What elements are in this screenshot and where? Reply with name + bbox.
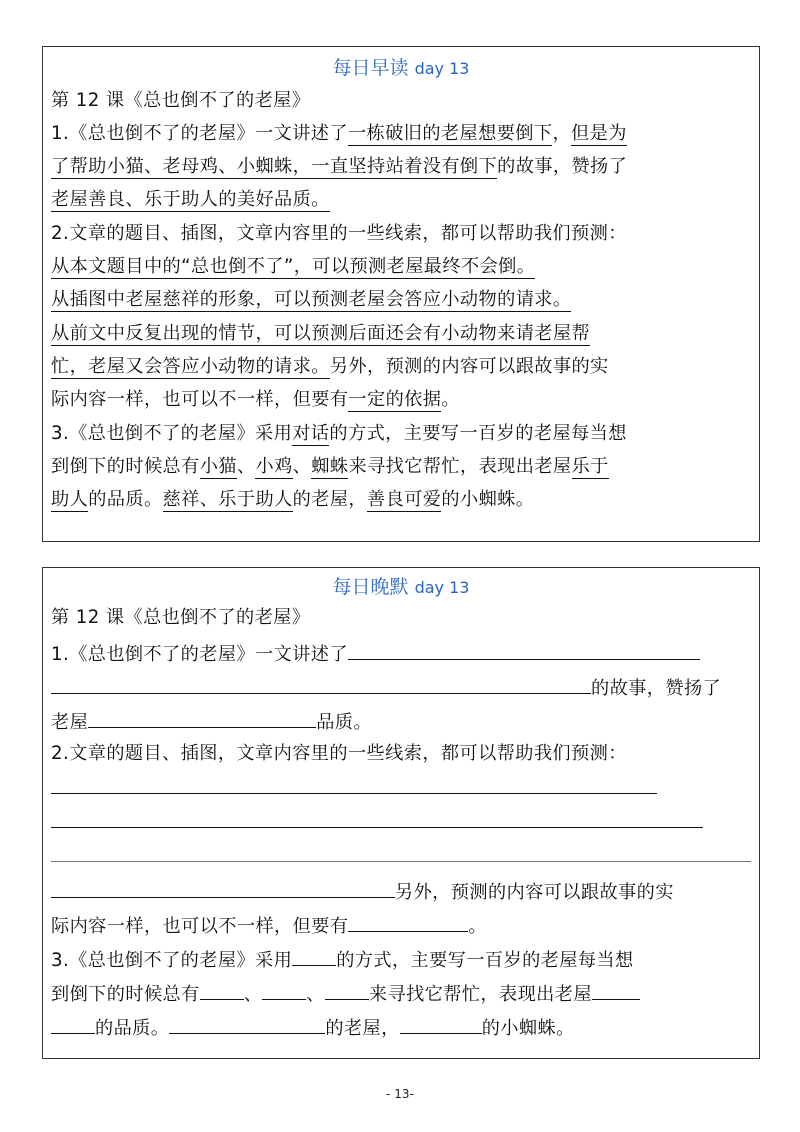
evening-q3-line2 <box>51 981 640 1006</box>
text: 另外，预测的内容可以跟故事的实 <box>395 882 674 903</box>
underlined-answer: 一栋破旧的老屋想要倒下 <box>347 123 553 144</box>
page-number: - 13- <box>386 1087 414 1101</box>
morning-q1-line2 <box>51 156 627 178</box>
answer-blank[interactable] <box>348 641 700 660</box>
evening-q3-line1 <box>51 947 634 972</box>
text: 3.《总也倒不了的老屋》采用 <box>51 423 293 444</box>
underlined-answer: 慈祥、乐于助人 <box>162 489 293 510</box>
underlined-answer: 对话 <box>292 423 330 444</box>
text: 际内容一样，也可以不一样，但要有 <box>51 916 349 937</box>
answer-blank[interactable] <box>88 709 316 728</box>
underlined-answer: 老屋善良、乐于助人的美好品质。 <box>51 189 330 210</box>
evening-title <box>43 572 759 599</box>
underlined-answer: 助人 <box>51 489 89 510</box>
text: 、 <box>236 456 256 477</box>
morning-lesson: 第 12 课《总也倒不了的老屋》 <box>51 90 311 111</box>
text: 的老屋， <box>325 1018 400 1039</box>
answer-blank[interactable] <box>400 1015 482 1034</box>
answer-blank[interactable] <box>325 981 369 1000</box>
text: 到倒下的时候总有 <box>51 456 200 477</box>
text: 到倒下的时候总有 <box>51 984 200 1005</box>
underlined-answer: 小鸡 <box>255 456 293 477</box>
underlined-answer: 从插图中老屋慈祥的形象，可以预测老屋会答应小动物的请求。 <box>51 289 572 310</box>
answer-blank[interactable] <box>169 1015 325 1034</box>
morning-q2-answer5 <box>51 389 460 411</box>
evening-q1-line1 <box>51 641 700 666</box>
underlined-answer: 从本文题目中的“总也倒不了”，可以预测老屋最终不会倒。 <box>51 256 536 277</box>
text: 。 <box>441 389 460 410</box>
evening-q2-question: 2.文章的题目、插图，文章内容里的一些线索，都可以帮助我们预测： <box>51 743 627 764</box>
text: 1.《总也倒不了的老屋》一文讲述了 <box>51 644 348 665</box>
underlined-answer: 但是为 <box>571 123 627 144</box>
answer-blank[interactable] <box>51 1015 95 1034</box>
answer-line[interactable] <box>51 827 703 828</box>
text: 3.《总也倒不了的老屋》采用 <box>51 950 293 971</box>
answer-blank[interactable] <box>200 981 244 1000</box>
evening-lesson: 第 12 课《总也倒不了的老屋》 <box>51 607 311 628</box>
answer-line[interactable] <box>51 861 751 862</box>
evening-q3-line3 <box>51 1015 575 1040</box>
underlined-answer: 了帮助小猫、老母鸡、小蜘蛛，一直坚持站着没有倒下 <box>51 156 498 177</box>
morning-reading-card <box>42 46 760 542</box>
morning-q2-question: 2.文章的题目、插图，文章内容里的一些线索，都可以帮助我们预测： <box>51 223 627 244</box>
evening-q1-line3 <box>51 709 372 734</box>
text: 际内容一样，也可以不一样，但要有 <box>51 389 349 410</box>
evening-q1-line2 <box>51 675 721 700</box>
evening-title-text: 每日晚默 <box>332 576 409 598</box>
morning-title <box>43 53 759 80</box>
text: 的方式，主要写一百岁的老屋每当想 <box>336 950 634 971</box>
morning-q2-answer2 <box>51 289 571 311</box>
text: 另外，预测的内容可以跟故事的实 <box>329 356 609 377</box>
text: 的故事，赞扬了 <box>591 678 722 699</box>
answer-blank[interactable] <box>292 947 336 966</box>
text: 的品质。 <box>88 489 163 510</box>
underlined-answer: 从前文中反复出现的情节，可以预测后面还会有小动物来请老屋帮 <box>51 323 591 344</box>
morning-q3-line3 <box>51 489 534 511</box>
answer-blank[interactable] <box>592 981 640 1000</box>
text: 。 <box>468 916 487 937</box>
underlined-answer: 忙，老屋又会答应小动物的请求。 <box>51 356 330 377</box>
morning-q3-line1 <box>51 423 627 445</box>
text: 、 <box>306 984 325 1005</box>
text: 的方式，主要写一百岁的老屋每当想 <box>329 423 627 444</box>
morning-title-text: 每日早读 <box>332 57 409 79</box>
morning-q2-answer4 <box>51 356 609 378</box>
text: 老屋 <box>51 712 89 733</box>
morning-q1-line1 <box>51 123 627 145</box>
text: 来寻找它帮忙，表现出老屋 <box>348 456 572 477</box>
evening-dictation-card <box>42 567 760 1059</box>
answer-line[interactable] <box>51 793 657 794</box>
answer-blank[interactable] <box>51 675 591 694</box>
text: 、 <box>292 456 312 477</box>
text: 品质。 <box>316 712 372 733</box>
morning-q2-answer3 <box>51 323 590 345</box>
answer-blank[interactable] <box>51 879 395 898</box>
evening-q2-line5 <box>51 913 487 938</box>
answer-blank[interactable] <box>262 981 306 1000</box>
morning-day-label: day 13 <box>414 59 470 78</box>
text: 的小蜘蛛。 <box>481 1018 575 1039</box>
text: 的品质。 <box>95 1018 170 1039</box>
text: 的老屋， <box>292 489 368 510</box>
underlined-answer: 乐于 <box>571 456 609 477</box>
underlined-answer: 蜘蛛 <box>311 456 349 477</box>
morning-q2-answer1 <box>51 256 535 278</box>
text: 来寻找它帮忙，表现出老屋 <box>368 984 592 1005</box>
morning-q1-line3 <box>51 189 330 211</box>
text: ， <box>552 123 572 144</box>
underlined-answer: 一定的依据 <box>348 389 442 410</box>
text: 的小蜘蛛。 <box>441 489 535 510</box>
text: 1.《总也倒不了的老屋》一文讲述了 <box>51 123 348 144</box>
answer-blank[interactable] <box>348 913 468 932</box>
underlined-answer: 小猫 <box>199 456 237 477</box>
underlined-answer: 善良可爱 <box>367 489 442 510</box>
text: 、 <box>243 984 263 1005</box>
text: 的故事，赞扬了 <box>497 156 628 177</box>
evening-q2-line4 <box>51 879 674 904</box>
evening-day-label: day 13 <box>414 578 470 597</box>
morning-q3-line2 <box>51 456 609 478</box>
